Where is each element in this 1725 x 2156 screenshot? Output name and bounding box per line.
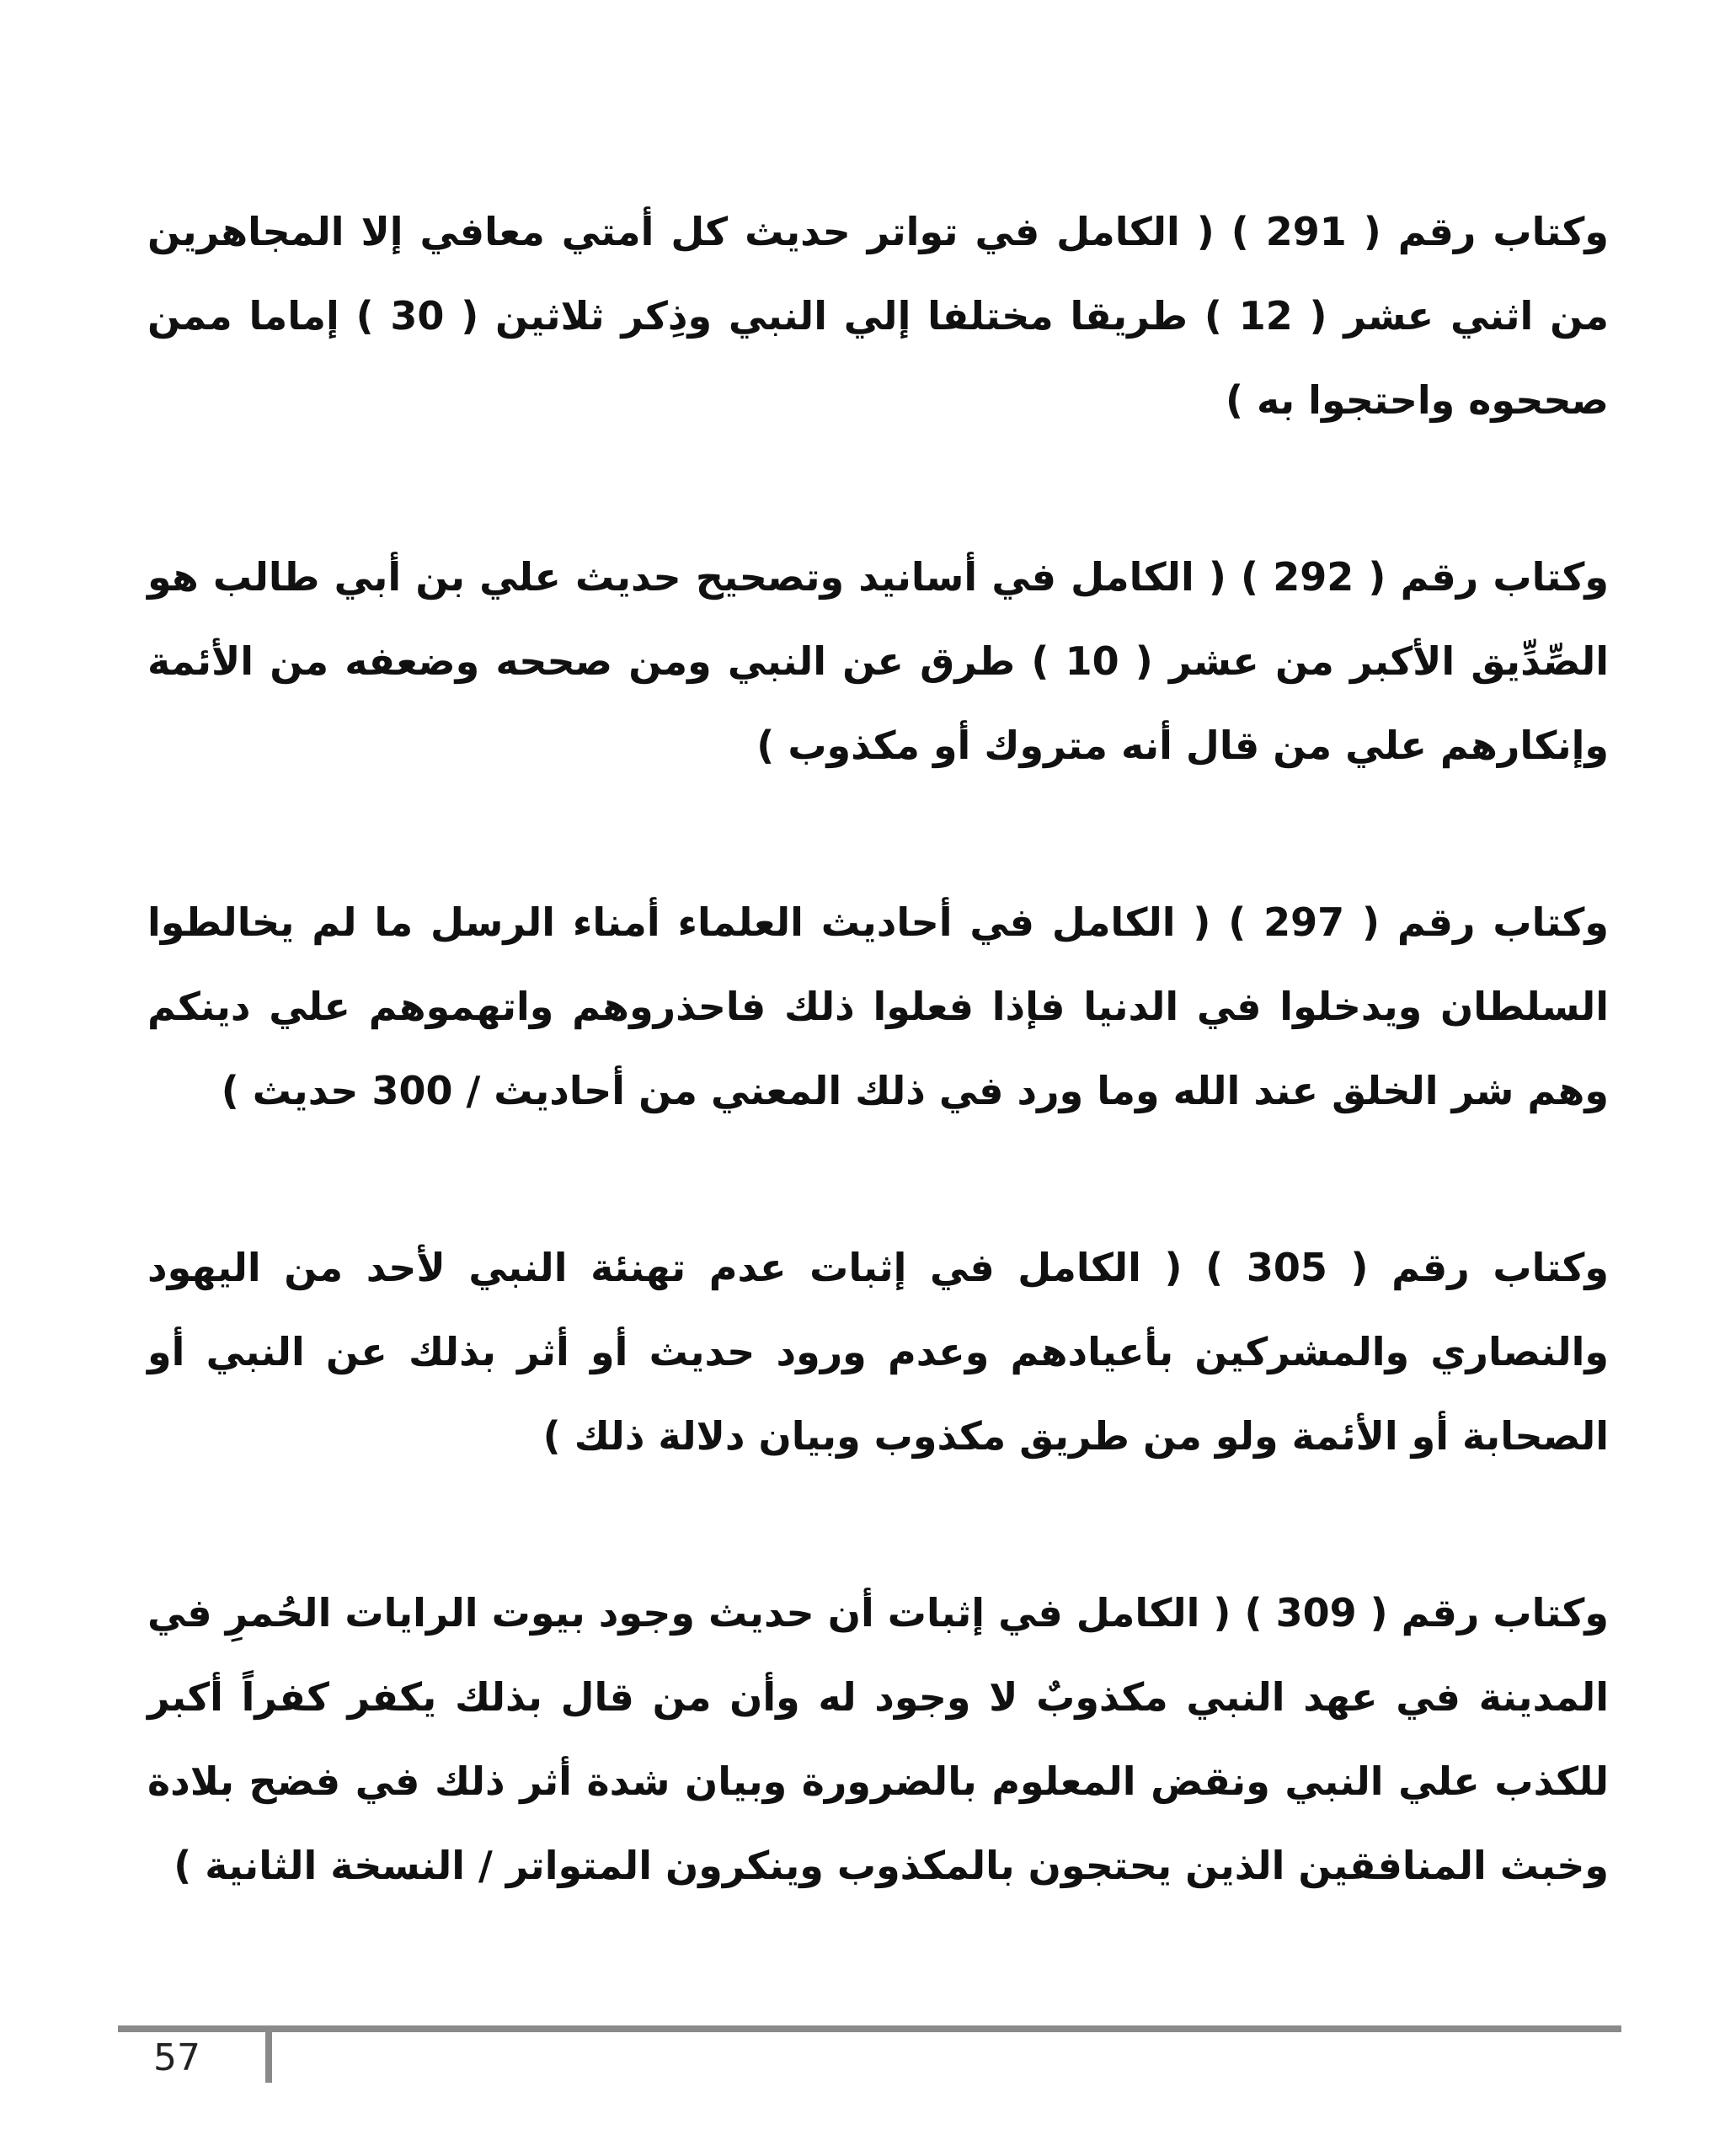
book-entry-305: وكتاب رقم ( 305 ) ( الكامل في إثبات عدم تهنئة النبي لأحد من اليهود والنصاري والمشركين بأعيادهم وعدم ورود حديث أو أثر بذلك عن النبي أو الصحابة أو الأئمة ولو من طريق مكذوب وبيان دلالة ذلك )	[147, 1245, 1610, 1459]
page-number: 57	[153, 2036, 200, 2079]
page-body	[147, 189, 1609, 2000]
book-entry-292: وكتاب رقم ( 292 ) ( الكامل في أسانيد وتصحيح حديث علي بن أبي طالب هو الصِّدِّيق الأكبر من عشر ( 10 ) طرق عن النبي ومن صححه وضعفه من الأئمة وإنكارهم علي من قال أنه متروك أو مكذوب )	[147, 554, 1610, 768]
book-entry-291: وكتاب رقم ( 291 ) ( الكامل في تواتر حديث كل أمتي معافي إلا المجاهرين من اثني عشر ( 12 ) طريقا مختلفا إلي النبي وذِكر ثلاثين ( 30 ) إماما ممن صححوه واحتجوا به )	[147, 209, 1610, 423]
book-entry-297: وكتاب رقم ( 297 ) ( الكامل في أحاديث العلماء أمناء الرسل ما لم يخالطوا السلطان ويدخلوا في الدنيا فإذا فعلوا ذلك فاحذروهم واتهموهم علي دينكم وهم شر الخلق عند الله وما ورد في ذلك المعني من أحاديث / 300 حديث )	[147, 899, 1609, 1113]
footer-divider-tick	[265, 2025, 272, 2083]
footer-rule	[118, 2025, 1621, 2032]
book-entry-309: وكتاب رقم ( 309 ) ( الكامل في إثبات أن حديث وجود بيوت الرايات الحُمرِ في المدينة في عهد النبي مكذوبٌ لا وجود له وأن من قال بذلك يكفر كفراً أكبر للكذب علي النبي ونقض المعلوم بالضرورة وبيان شدة أثر ذلك في فضح بلادة وخبث المنافقين الذين يحتجون بالمكذوب وينكرون المتواتر / النسخة الثانية )	[147, 1590, 1610, 1888]
